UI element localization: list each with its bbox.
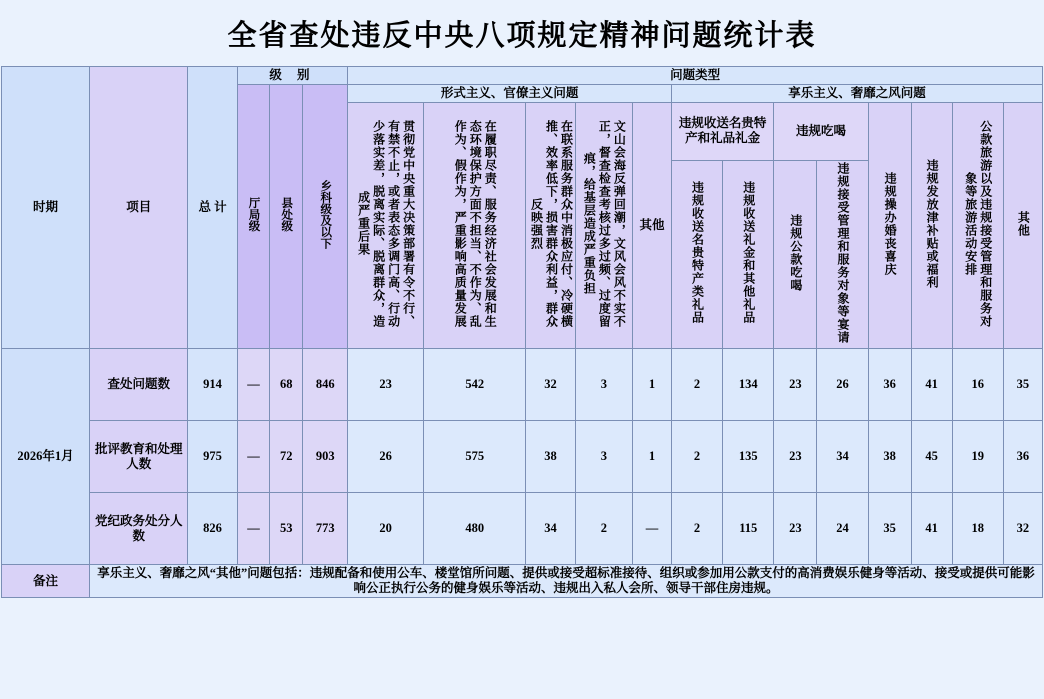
row-formalism-1: 26 [348,421,424,493]
row-hedonism-2: 134 [723,349,774,421]
row-hedonism-3: 23 [774,349,817,421]
row-total: 826 [188,493,237,565]
row-hedonism-6: 45 [911,421,952,493]
row-level-xiang: 773 [303,493,348,565]
row-formalism-4: 2 [575,493,632,565]
row-formalism-5: 1 [633,349,672,421]
header-hedonism-col-1: 违规收送名贵特产类礼品 [671,160,722,349]
row-total: 914 [188,349,237,421]
table-row [2,421,1043,493]
header-group-formalism: 形式主义、官僚主义问题 [348,84,672,102]
header-level-xiang: 乡科级及以下 [303,84,348,349]
header-hedonism-col-5: 违规操办婚丧喜庆 [868,102,911,349]
row-hedonism-5: 36 [868,349,911,421]
row-hedonism-8: 32 [1003,493,1042,565]
row-hedonism-8: 36 [1003,421,1042,493]
row-period: 2026年1月 [2,349,90,565]
header-level-group: 级 别 [237,67,348,85]
header-problem-type: 问题类型 [348,67,1043,85]
note-text: 享乐主义、奢靡之风“其他”问题包括：违规配备和使用公车、楼堂馆所问题、提供或接受超标准接待、组织或参加用公款支付的高消费娱乐健身等活动、接受或提供可能影响公正执行公务的健身娱乐等活动、违规出入私人会所、领导干部住房违规。 [90,565,1043,598]
header-level-xian: 县处级 [270,84,303,349]
header-hedonism-col-4: 违规接受管理和服务对象等宴请 [817,160,868,349]
row-formalism-2: 542 [424,349,526,421]
header-hedonism-subgroup-2: 违规吃喝 [774,102,868,160]
row-hedonism-7: 19 [952,421,1003,493]
row-hedonism-2: 135 [723,421,774,493]
row-formalism-5: 1 [633,421,672,493]
row-formalism-1: 23 [348,349,424,421]
row-hedonism-7: 16 [952,349,1003,421]
header-hedonism-col-2: 违规收送礼金和其他礼品 [723,160,774,349]
row-formalism-3: 34 [526,493,575,565]
row-hedonism-1: 2 [671,349,722,421]
row-hedonism-3: 23 [774,493,817,565]
table-row [2,349,1043,421]
row-project: 批评教育和处理人数 [90,421,188,493]
header-period: 时期 [2,67,90,349]
header-formalism-col-4: 文山会海反弹回潮，文风会风不实不正，督查检查考核过多过频、过度留痕，给基层造成严重负担 [575,102,632,349]
header-hedonism-col-8: 其他 [1003,102,1042,349]
row-hedonism-5: 38 [868,421,911,493]
row-hedonism-7: 18 [952,493,1003,565]
header-row-1 [2,67,1043,85]
header-project: 项目 [90,67,188,349]
row-level-xiang: 846 [303,349,348,421]
row-hedonism-6: 41 [911,349,952,421]
header-formalism-col-3: 在联系服务群众中消极应付、冷硬横推、效率低下，损害群众利益，群众反映强烈 [526,102,575,349]
header-hedonism-col-6: 违规发放津补贴或福利 [911,102,952,349]
header-level-ting: 厅局级 [237,84,270,349]
row-hedonism-3: 23 [774,421,817,493]
note-label: 备注 [2,565,90,598]
row-formalism-3: 32 [526,349,575,421]
row-hedonism-6: 41 [911,493,952,565]
row-project: 党纪政务处分人数 [90,493,188,565]
header-hedonism-subgroup-1: 违规收送名贵特产和礼品礼金 [671,102,773,160]
row-hedonism-8: 35 [1003,349,1042,421]
row-hedonism-1: 2 [671,421,722,493]
row-level-xian: 53 [270,493,303,565]
header-formalism-col-2: 在履职尽责、服务经济社会发展和生态环境保护方面不担当、不作为、乱作为、假作为，严重影响高质量发展 [424,102,526,349]
row-hedonism-5: 35 [868,493,911,565]
header-formalism-col-5: 其他 [633,102,672,349]
row-level-ting: — [237,493,270,565]
row-formalism-5: — [633,493,672,565]
row-hedonism-1: 2 [671,493,722,565]
row-formalism-4: 3 [575,349,632,421]
row-project: 查处问题数 [90,349,188,421]
statistics-table [1,66,1043,598]
header-hedonism-col-3: 违规公款吃喝 [774,160,817,349]
page-title: 全省查处违反中央八项规定精神问题统计表 [0,0,1044,66]
row-hedonism-4: 26 [817,349,868,421]
row-hedonism-4: 24 [817,493,868,565]
row-formalism-3: 38 [526,421,575,493]
note-row [2,565,1043,598]
header-group-hedonism: 享乐主义、奢靡之风问题 [671,84,1042,102]
header-formalism-col-1: 贯彻党中央重大决策部署有令不行、有禁不止，或者表态多调门高、行动少落实差，脱离实际、脱离群众，造成严重后果 [348,102,424,349]
row-level-xiang: 903 [303,421,348,493]
row-formalism-2: 480 [424,493,526,565]
row-formalism-1: 20 [348,493,424,565]
row-level-xian: 72 [270,421,303,493]
row-total: 975 [188,421,237,493]
row-level-xian: 68 [270,349,303,421]
row-level-ting: — [237,421,270,493]
header-total: 总 计 [188,67,237,349]
row-hedonism-2: 115 [723,493,774,565]
row-hedonism-4: 34 [817,421,868,493]
header-hedonism-col-7: 公款旅游以及违规接受管理和服务对象等旅游活动安排 [952,102,1003,349]
row-formalism-2: 575 [424,421,526,493]
row-level-ting: — [237,349,270,421]
table-row [2,493,1043,565]
row-formalism-4: 3 [575,421,632,493]
